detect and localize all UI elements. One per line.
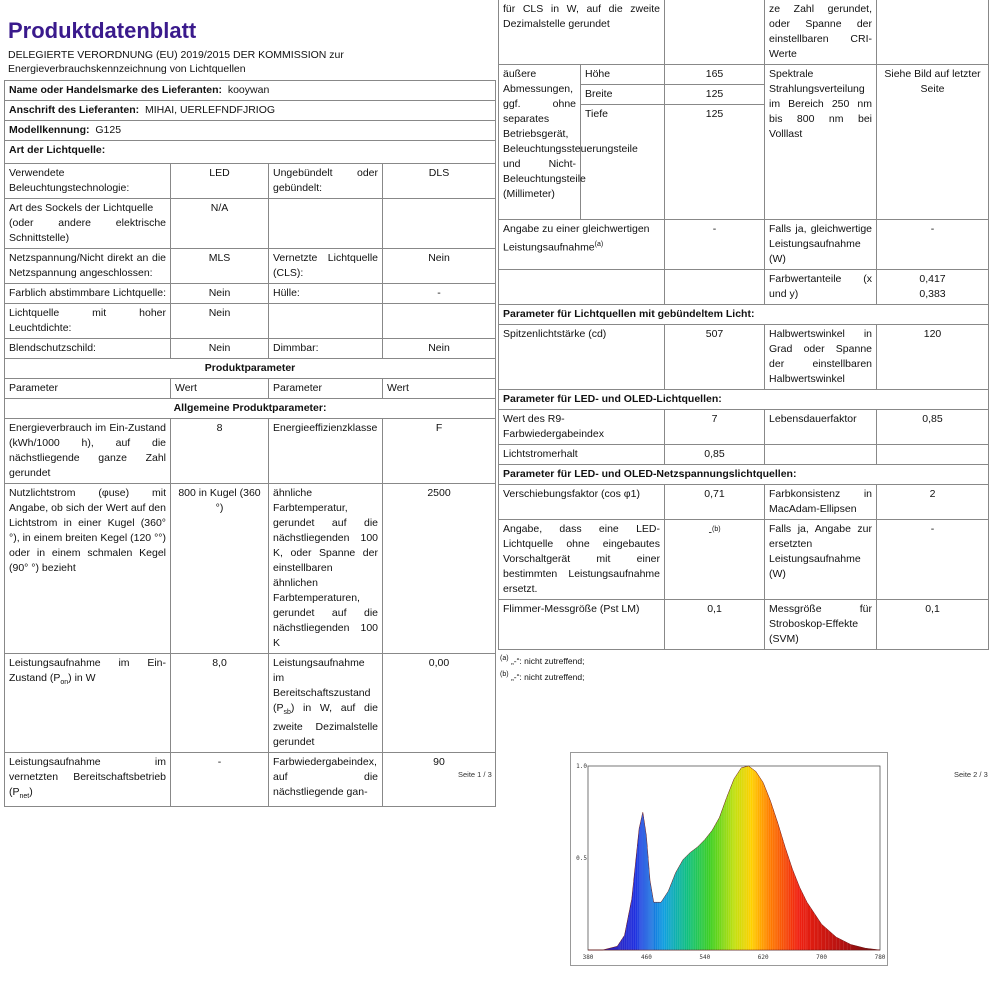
table-row [5,753,496,807]
product-sheet-table-left [4,80,496,807]
footnote-a [500,652,988,668]
directional-heading: Parameter für Lichtquellen mit gebündeltem Licht: [499,305,989,325]
footnote-b [500,668,988,682]
right-column [498,0,988,682]
table-row [499,390,989,410]
chroma-x-value: 0,417 [919,273,946,285]
glare-value: Nein [171,339,269,359]
psb-label [269,654,383,753]
product-sheet-table-right [498,0,989,650]
pon-value: 8,0 [171,654,269,753]
left-column [4,0,495,807]
table-row [5,141,496,164]
footnote-b-text: „-“: nicht zutreffend; [510,671,585,682]
value-header-2: Wert [383,379,496,399]
replace-footnote-mark: (b) [711,526,721,533]
equiv-label [499,220,665,270]
tech-label: Verwendete Beleuchtungstechnologie: [5,164,171,199]
energy-label: Energieverbrauch im Ein-Zustand (kWh/1000 h), auf die nächstliegende ganze Zahl gerundet [5,419,171,484]
dpf-label: Verschiebungsfaktor (cos φ1) [499,485,665,520]
table-row [5,399,496,419]
pnet-label-text: Leistungsaufnahme im vernetzten Bereitschaftsbetrieb (P [9,756,166,799]
hld-value: Nein [171,304,269,339]
psb-subscript: sb [283,709,291,717]
maint-label: Lichtstromerhalt [499,445,665,465]
supplier-address-value: MIHAI, UERLEFNDFJRIOG [144,104,276,116]
pnet-value: - [171,753,269,807]
value-header: Wert [171,379,269,399]
width-value: 125 [665,85,765,105]
depth-label: Tiefe [581,105,665,220]
bundled-label: Ungebündelt oder gebündelt: [269,164,383,199]
pon-label-text: Leistungsaufnahme im Ein-Zustand (P [9,657,166,684]
cri-value: 90 [383,753,496,807]
bundled-value: DLS [383,164,496,199]
cap-label-2: (oder andere elektrische Schnittstelle) [9,217,166,244]
depth-value: 125 [665,105,765,220]
pon-label [5,654,171,753]
envelope-label: Hülle: [269,284,383,304]
table-row [5,199,496,249]
table-row [499,445,989,465]
table-row [5,304,496,339]
dimmable-label: Dimmbar: [269,339,383,359]
peak-label: Spitzenlichtstärke (cd) [499,325,665,390]
flicker-value: 0,1 [665,600,765,650]
footnote-a-text: „-“: nicht zutreffend; [510,655,585,666]
width-label: Breite [581,85,665,105]
cls-label: Vernetzte Lichtquelle (CLS): [269,249,383,284]
tunable-label: Farblich abstimmbare Lichtquelle: [5,284,171,304]
equiv-footnote-mark: (a) [594,241,604,248]
x-tick-label: 780 [874,954,886,961]
height-value: 165 [665,65,765,85]
supplier-name-value: kooywan [227,84,270,96]
table-row [499,270,989,305]
tech-value: LED [171,164,269,199]
strobo-value: 0,1 [877,600,989,650]
table-row [499,220,989,270]
supplier-name-label: Name oder Handelsmarke des Lieferanten: [9,84,222,96]
x-tick-label: 460 [640,954,652,961]
dpf-value: 0,71 [665,485,765,520]
energy-value: 8 [171,419,269,484]
table-row [5,359,496,379]
consistency-value: 2 [877,485,989,520]
cct-label: ähnliche Farbtemperatur, gerundet auf die nächstliegenden 100 K, oder Spanne der einstellbaren ähnlichen Farbtemperaturen, gerundet auf die nächstliegenden 100 K [269,484,383,654]
replace-power-value: - [877,520,989,600]
glare-label: Blendschutzschild: [5,339,171,359]
equiv-power-label: Falls ja, gleichwertige Leistungsaufnahme (W) [765,220,877,270]
table-row [499,600,989,650]
footnotes [498,652,988,682]
psb-label-text-2: ) in W, auf die zweite Dezimalstelle gerundet [273,702,378,749]
equiv-value: - [665,220,765,270]
r9-label: Wert des R9-Farbwiedergabeindex [499,410,665,445]
table-row [5,249,496,284]
footnote-a-mark: (a) [500,655,509,662]
psb-label-text: Leistungsaufnahme im Bereitschaftszustand (P [273,657,371,714]
strobo-label: Messgröße für Stroboskop-Effekte (SVM) [765,600,877,650]
table-row [499,465,989,485]
replace-value [665,520,765,600]
cct-value: 2500 [383,484,496,654]
replace-label: Angabe, dass eine LED-Lichtquelle ohne eingebautes Vorschaltgerät mit einer bestimmten Leistungsaufnahme ersetzt. [499,520,665,600]
envelope-value: - [383,284,496,304]
page-title: Produktdatenblatt [8,18,197,43]
lifetime-value: 0,85 [877,410,989,445]
beam-value: 120 [877,325,989,390]
peak-value: 507 [665,325,765,390]
pnet-label-text-2: ) [29,786,33,799]
y-tick-label: 0.5 [576,855,587,862]
cap-value: N/A [171,199,269,249]
flux-label: Nutzlichtstrom (φuse) mit Angabe, ob sich der Wert auf den Lichtstrom in einer Kugel (360° °), in einem breiten Kegel (120 °°) oder in einem schmalen Kegel (90° °) bezieht [5,484,171,654]
table-row [499,305,989,325]
led-heading: Parameter für LED- und OLED-Lichtquellen: [499,390,989,410]
table-row [5,419,496,484]
light-source-type-label: Art der Lichtquelle: [5,141,496,164]
cap-label: Art des Sockels der Lichtquelle [9,202,154,214]
consistency-label: Farbkonsistenz in MacAdam-Ellipsen [765,485,877,520]
equiv-label-text: Angabe zu einer gleichwertigen Leistungsaufnahme [503,223,650,254]
chroma-y-value: 0,383 [919,288,946,300]
equiv-power-value: - [877,220,989,270]
table-row [499,325,989,390]
table-row [499,0,989,65]
mains-led-heading: Parameter für LED- und OLED-Netzspannungslichtquellen: [499,465,989,485]
regulation-line-2: Energieverbrauchskennzeichnung von Lichtquellen [8,63,246,75]
eclass-value: F [383,419,496,484]
table-row [5,379,496,399]
spd-label: Spektrale Strahlungsverteilung im Bereich 250 nm bis 800 nm bei Volllast [765,65,877,220]
cri-label: Farbwiedergabeindex, auf die nächstliegende gan- [269,753,383,807]
hld-label: Lichtquelle mit hoher Leuchtdichte: [5,304,171,339]
eclass-label: Energieeffizienzklasse [269,419,383,484]
spectrum-chart [570,752,888,966]
cri-continued: ze Zahl gerundet, oder Spanne der einstellbaren CRI-Werte [765,0,877,65]
dimmable-value: Nein [383,339,496,359]
mains-value: MLS [171,249,269,284]
table-row [5,284,496,304]
x-tick-label: 540 [699,954,711,961]
height-label: Höhe [581,65,665,85]
pon-label-text-2: ) in W [68,672,96,684]
x-tick-label: 620 [757,954,769,961]
pnet-continued: für CLS in W, auf die zweite Dezimalstelle gerundet [499,0,665,65]
general-params-heading: Allgemeine Produktparameter: [5,399,496,419]
chroma-label: Farbwertanteile (x und y) [765,270,877,305]
table-row [499,520,989,600]
maint-value: 0,85 [665,445,765,465]
table-row [5,339,496,359]
flicker-label: Flimmer-Messgröße (Pst LM) [499,600,665,650]
replace-value-text: - [708,526,712,539]
replace-power-label: Falls ja, Angabe zur ersetzten Leistungsaufnahme (W) [765,520,877,600]
page-number-1: Seite 1 / 3 [458,770,492,779]
table-row [5,81,496,101]
pon-subscript: on [60,679,69,687]
regulation-text [8,48,495,76]
model-label: Modellkennung: [9,124,90,136]
x-tick-label: 700 [816,954,828,961]
table-row [5,164,496,199]
pnet-label [5,753,171,807]
y-tick-label: 1.0 [576,763,587,770]
dims-label: äußere Abmessungen, ggf. ohne separates Betriebsgerät, Beleuchtungssteuerungsteile und Nicht-Beleuchtungsteile (Millimeter) [499,65,581,220]
beam-label: Halbwertswinkel in Grad oder Spanne der einstellbaren Halbwertswinkel [765,325,877,390]
r9-value: 7 [665,410,765,445]
table-row [5,484,496,654]
supplier-address-label: Anschrift des Lieferanten: [9,104,140,116]
cls-value: Nein [383,249,496,284]
param-header-2: Parameter [269,379,383,399]
product-params-heading: Produktparameter [5,359,496,379]
model-value: G125 [95,124,122,136]
tunable-value: Nein [171,284,269,304]
table-row [5,121,496,141]
table-row [5,654,496,753]
footnote-b-mark: (b) [500,670,509,678]
psb-value: 0,00 [383,654,496,753]
page-number-2: Seite 2 / 3 [954,770,988,779]
table-row [499,65,989,85]
table-row [499,485,989,520]
x-tick-label: 380 [582,954,594,961]
mains-label: Netzspannung/Nicht direkt an die Netzspannung angeschlossen: [5,249,171,284]
table-row [499,410,989,445]
spd-value: Siehe Bild auf letzter Seite [877,65,989,220]
table-row [5,101,496,121]
pnet-subscript: net [19,793,30,801]
lifetime-label: Lebensdauerfaktor [765,410,877,445]
param-header: Parameter [5,379,171,399]
regulation-line-1: DELEGIERTE VERORDNUNG (EU) 2019/2015 DER KOMMISSION zur [8,49,344,61]
flux-value: 800 in Kugel (360 °) [171,484,269,654]
